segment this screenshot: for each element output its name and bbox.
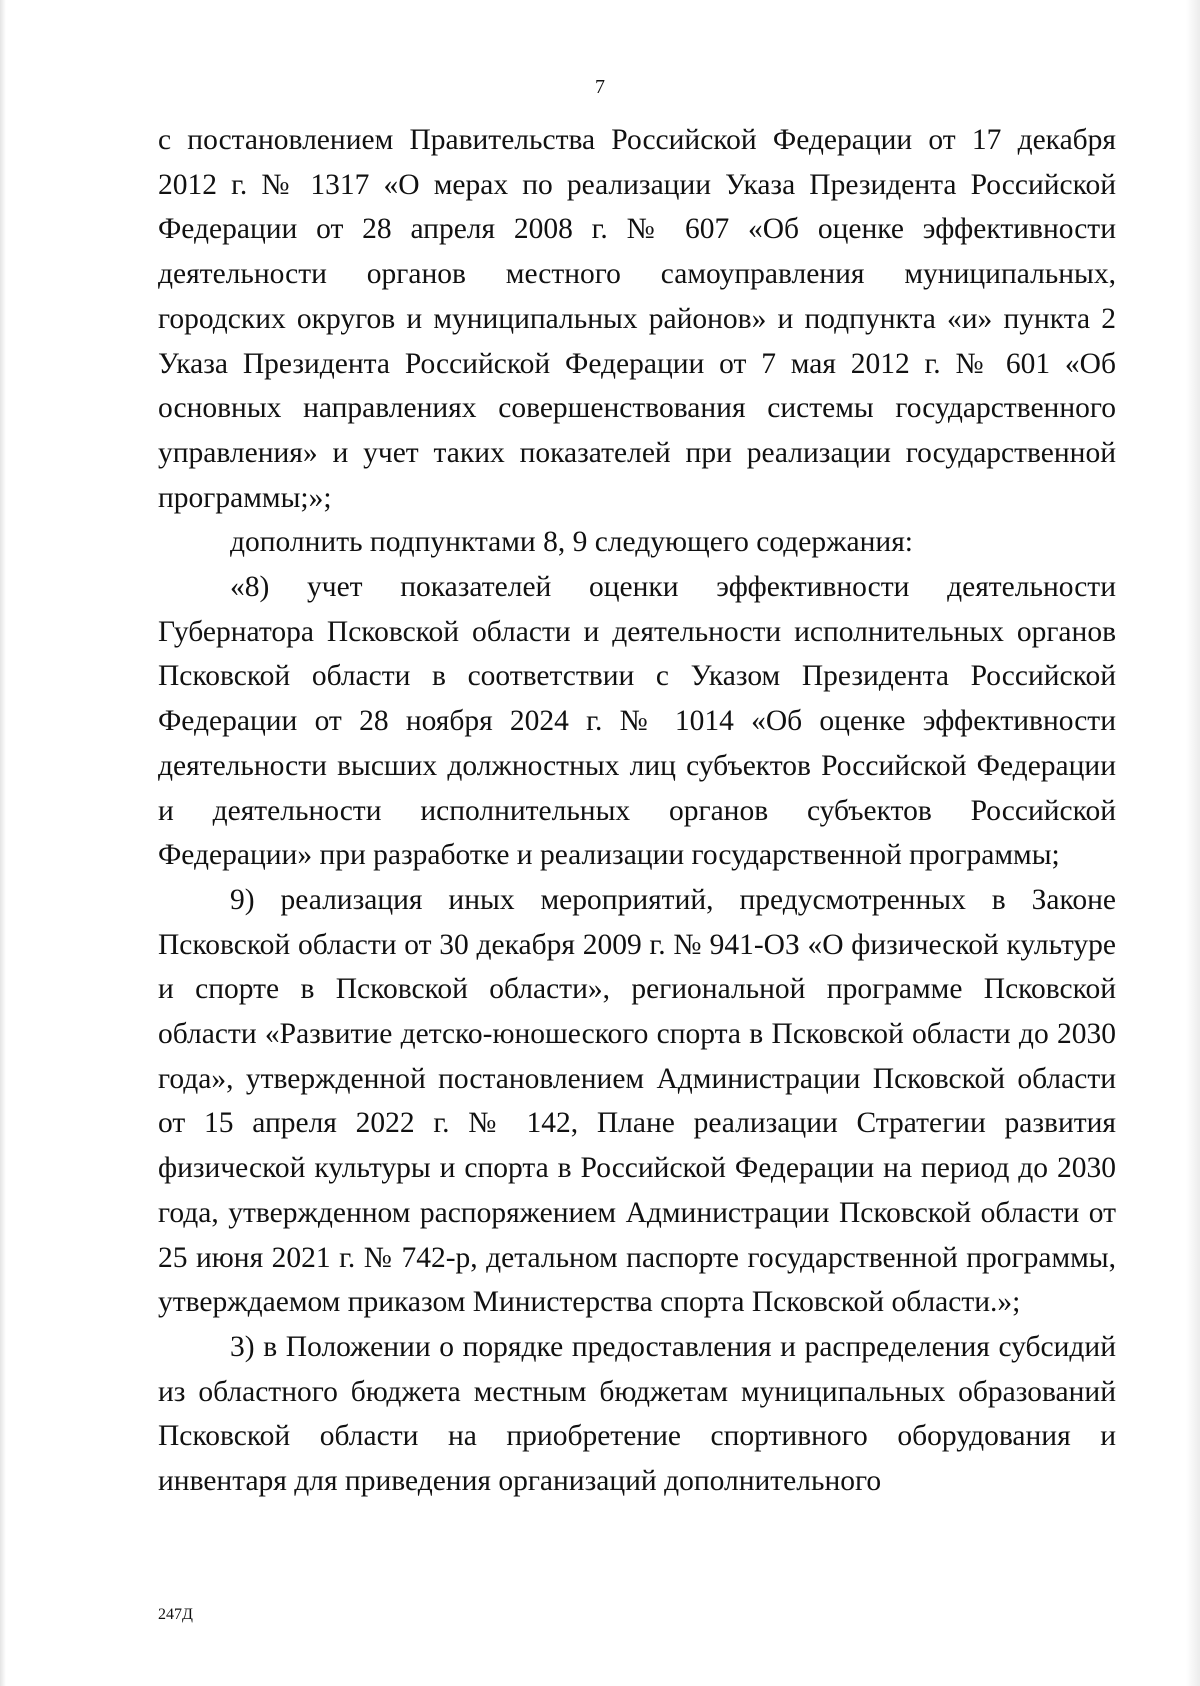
scan-edge-right [1186,0,1200,1686]
page-number: 7 [595,76,605,98]
paragraph-item-8: «8) учет показателей оценки эффективности деятельности Губернатора Псковской области и деятельности исполнительных органов Псковской области в соответствии с Указом Президента Российской Федерации от 28 ноября 2024 г. № 1014 «Об оценке эффективности деятельности высших должностных лиц субъектов Российской Федерации и деятельности исполнительных органов субъектов Российской Федерации» при разработке и реализации государственной программы; [158,571,1116,872]
document-body [158,118,1116,1504]
paragraph-supplement: дополнить подпунктами 8, 9 следующего содержания: [230,526,913,559]
scan-edge-left [0,0,6,1686]
footer-document-code: 247Д [158,1606,193,1623]
paragraph-item-9: 9) реализация иных мероприятий, предусмотренных в Законе Псковской области от 30 декабря 2009 г. № 941-ОЗ «О физической культуре и спорте в Псковской области», региональной программе Псковской области «Развитие детско-юношеского спорта в Псковской области до 2030 года», утвержденной постановлением Администрации Псковской области от 15 апреля 2022 г. № 142, Плане реализации Стратегии развития физической культуры и спорта в Российской Федерации на период до 2030 года, утвержденном распоряжением Администрации Псковской области от 25 июня 2021 г. № 742-р, детальном паспорте государственной программы, утверждаемом приказом Министерства спорта Псковской области.»; [158,883,1116,1319]
paragraph-item-3: 3) в Положении о порядке предоставления и распределения субсидий из областного бюджета местным бюджетам муниципальных образований Псковской области на приобретение спортивного оборудования и инвентаря для приведения организаций дополнительного [158,1330,1116,1498]
paragraph-continuation: с постановлением Правительства Российской Федерации от 17 декабря 2012 г. № 1317 «О мерах по реализации Указа Президента Российской Федерации от 28 апреля 2008 г. № 607 «Об оценке эффективности деятельности органов местного самоуправления муниципальных, городских округов и муниципальных районов» и подпункта «и» пункта 2 Указа Президента Российской Федерации от 7 мая 2012 г. № 601 «Об основных направлениях совершенствования системы государственного управления» и учет таких показателей при реализации государственной программы;»; [158,124,1116,514]
